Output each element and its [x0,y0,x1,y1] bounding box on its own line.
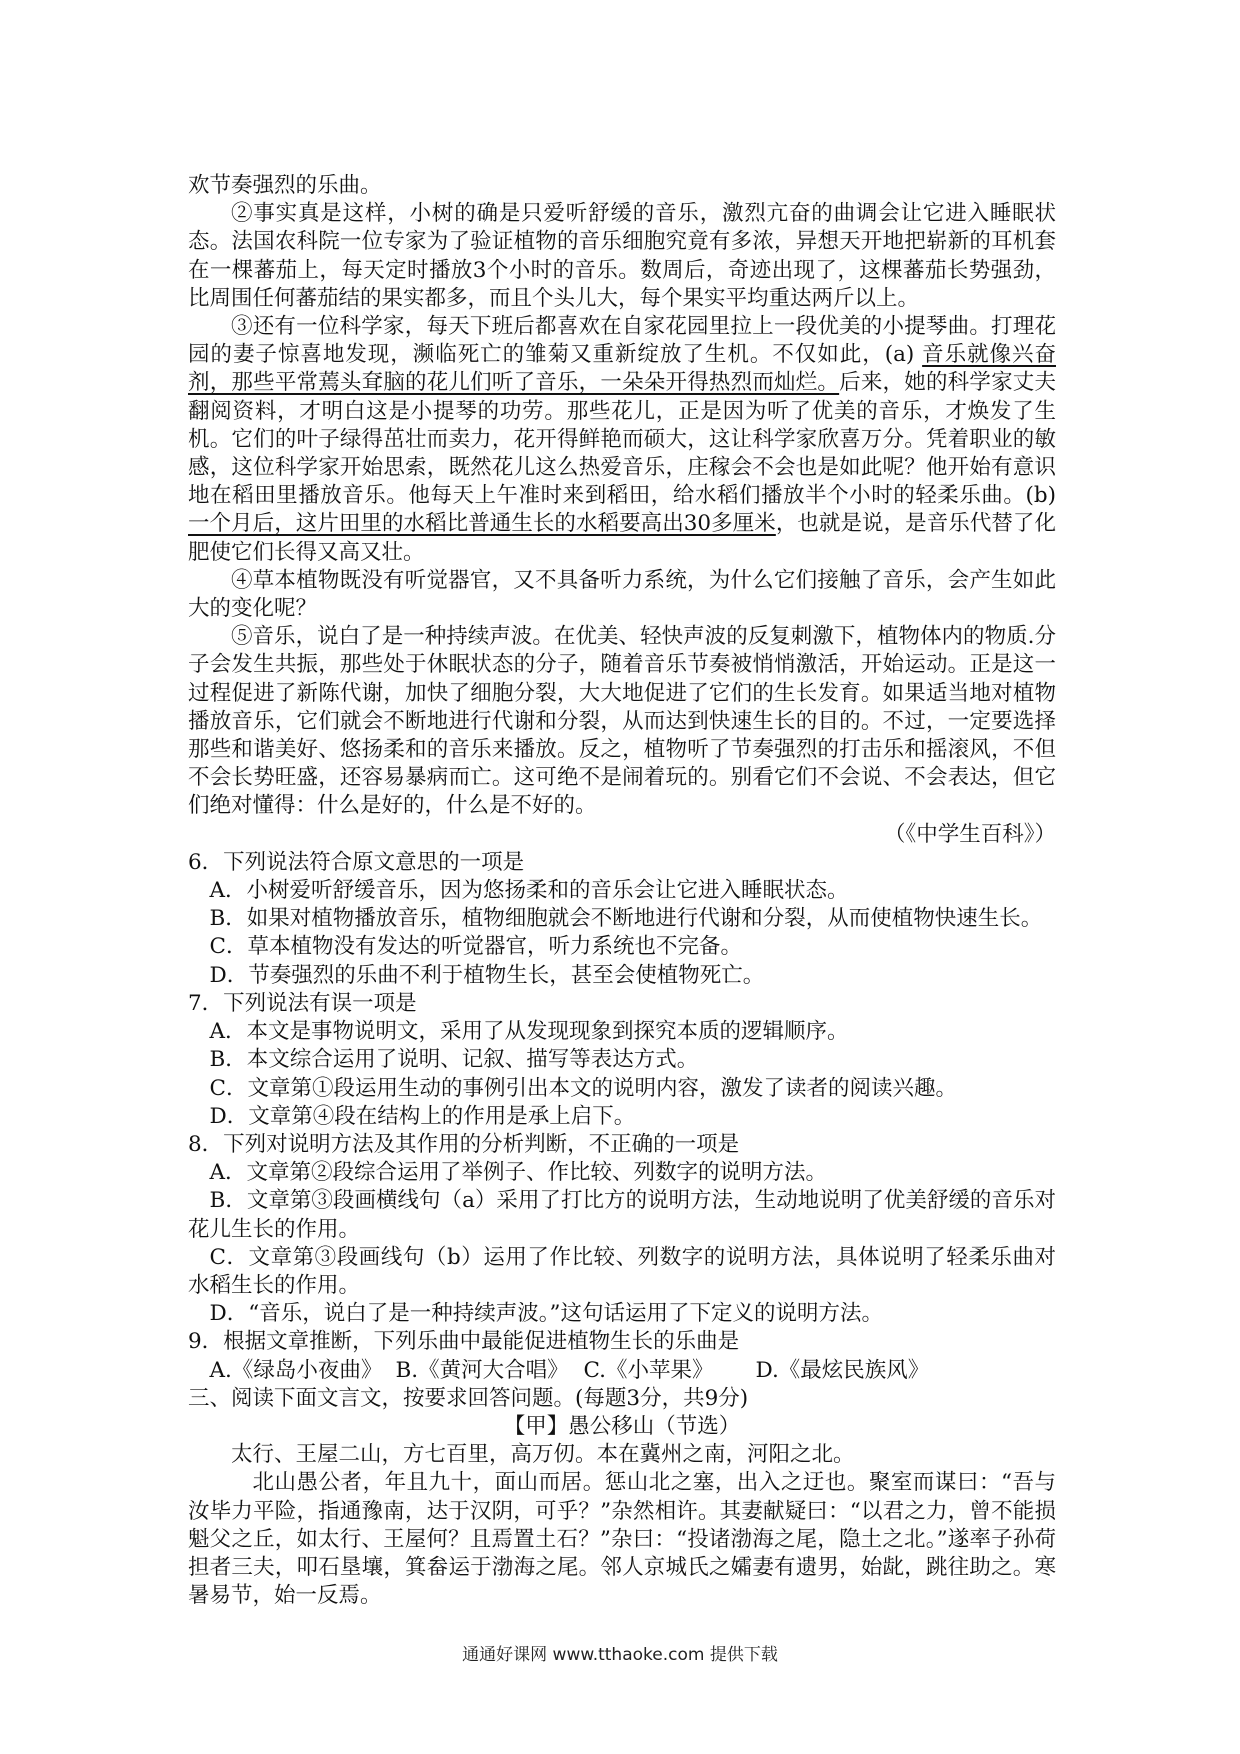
question-9-option-d: D.《最炫民族风》 [755,1357,930,1383]
question-8-stem: 8．下列对说明方法及其作用的分析判断，不正确的一项是 [188,1131,740,1157]
passage-paragraph-1-end: 欢节奏强烈的乐曲。 [188,173,382,198]
exam-page [188,172,1056,1610]
underlined-sentence-a: 音乐就像兴奋剂，那些平常蔫头耷脑的花儿们听了音乐，一朵朵开得热烈而灿烂。 [188,342,1056,396]
question-7-stem: 7．下列说法有误一项是 [188,990,417,1016]
passage-paragraph-2: ②事实真是这样，小树的确是只爱听舒缓的音乐，激烈亢奋的曲调会让它进入睡眠状态。法国农科院一位专家为了验证植物的音乐细胞究竟有多浓，异想天开地把崭新的耳机套在一棵蕃茄上，每天定时播放3个小时的音乐。数周后，奇迹出现了，这棵蕃茄长势强劲，比周围任何蕃茄结的果实都多，而且个头儿大，每个果实平均重达两斤以上。 [188,201,1056,311]
underlined-sentence-b: 一个月后，这片田里的水稻比普通生长的水稻要高出30多厘米 [188,511,776,537]
question-6-stem: 6．下列说法符合原文意思的一项是 [188,849,525,875]
question-7-option-c: C．文章第①段运用生动的事例引出本文的说明内容，激发了读者的阅读兴趣。 [209,1075,957,1101]
paragraph-3-text-c: ，也就是说，是音乐代替了化肥使它们长得又高又壮。 [188,511,1056,565]
question-7-option-d: D．文章第④段在结构上的作用是承上启下。 [209,1103,636,1129]
question-7-option-b: B．本文综合运用了说明、记叙、描写等表达方式。 [209,1047,699,1073]
classical-text-paragraph: 北山愚公者，年且九十，面山而居。惩山北之塞，出入之迂也。聚室而谋曰：“吾与汝毕力平险，指通豫南，达于汉阴，可乎？”杂然相许。其妻献疑曰：“以君之力，曾不能损魁父之丘，如太行、王屋何？且焉置土石？”杂曰：“投诸渤海之尾，隐土之北。”遂率子孙荷担者三夫，叩石垦壤，箕畚运于渤海之尾。邻人京城氏之孀妻有遗男，始龀，跳往助之。寒暑易节，始一反焉。 [188,1470,1056,1609]
passage-paragraph-4: ④草本植物既没有听觉器官，又不具备听力系统，为什么它们接触了音乐，会产生如此大的变化呢？ [188,567,1056,622]
section-3-heading: 三、阅读下面文言文，按要求回答问题。(每题3分，共9分) [188,1385,749,1411]
question-8-option-d: D．“音乐，说白了是一种持续声波。”这句话运用了下定义的说明方法。 [209,1301,883,1327]
question-9-option-c: C.《小苹果》 [583,1357,714,1383]
question-9-option-a: A.《绿岛小夜曲》 [209,1357,383,1383]
passage-source: （《中学生百科》） [883,821,1056,847]
classical-text-title: 【甲】愚公移山（节选） [503,1413,741,1439]
classical-text-line-1: 太行、王屋二山，方七百里，高万仞。本在冀州之南，河阳之北。 [231,1442,855,1468]
paragraph-3-text-b: 后来，她的科学家丈夫翻阅资料，才明白这是小提琴的功劳。那些花儿，正是因为听了优美的音乐，才焕发了生机。它们的叶子绿得茁壮而卖力，花开得鲜艳而硕大，这让科学家欣喜万分。凭着职业的敏感，这位科学家开始思索，既然花儿这么热爱音乐，庄稼会不会也是如此呢？他开始有意识地在稻田里播放音乐。他每天上午准时来到稻田，给水稻们播放半个小时的轻柔乐曲。(b) [188,370,1056,509]
page-footer: 通通好课网 www.tthaoke.com 提供下载 [462,1645,778,1665]
question-9-options [188,1357,1056,1385]
question-8-option-b: B．文章第③段画横线句（a）采用了打比方的说明方法，生动地说明了优美舒缓的音乐对花儿生长的作用。 [188,1188,1056,1242]
question-6-option-b: B．如果对植物播放音乐，植物细胞就会不断地进行代谢和分裂，从而使植物快速生长。 [209,906,1043,932]
question-6-option-c: C．草本植物没有发达的听觉器官，听力系统也不完备。 [209,934,742,960]
passage-paragraph-5: ⑤音乐，说白了是一种持续声波。在优美、轻快声波的反复刺激下，植物体内的物质.分子会发生共振，那些处于休眠状态的分子，随着音乐节奏被悄悄激活，开始运动。正是这一过程促进了新陈代谢，加快了细胞分裂，大大地促进了它们的生长发育。如果适当地对植物播放音乐，它们就会不断地进行代谢和分裂，从而达到快速生长的目的。不过，一定要选择那些和谐美好、悠扬柔和的音乐来播放。反之，植物听了节奏强烈的打击乐和摇滚风，不但不会长势旺盛，还容易暴病而亡。这可绝不是闹着玩的。别看它们不会说、不会表达，但它们绝对懂得：什么是好的，什么是不好的。 [188,624,1056,819]
question-7-option-a: A．本文是事物说明文，采用了从发现现象到探究本质的逻辑顺序。 [209,1019,849,1045]
question-8-option-c: C．文章第③段画线句（b）运用了作比较、列数字的说明方法，具体说明了轻柔乐曲对水稻生长的作用。 [188,1244,1056,1298]
question-6-option-d: D．节奏强烈的乐曲不利于植物生长，甚至会使植物死亡。 [209,962,765,988]
question-9-option-b: B.《黄河大合唱》 [395,1357,569,1383]
question-9-stem: 9．根据文章推断，下列乐曲中最能促进植物生长的乐曲是 [188,1329,740,1355]
paragraph-3-text-a: ③还有一位科学家，每天下班后都喜欢在自家花园里拉上一段优美的小提琴曲。打理花园的妻子惊喜地发现，濒临死亡的雏菊又重新绽放了生机。不仅如此，(a) [188,314,1056,368]
passage-paragraph-3 [188,313,1056,567]
question-8-option-a: A．文章第②段综合运用了举例子、作比较、列数字的说明方法。 [209,1160,828,1186]
question-6-option-a: A．小树爱听舒缓音乐，因为悠扬柔和的音乐会让它进入睡眠状态。 [209,878,849,904]
